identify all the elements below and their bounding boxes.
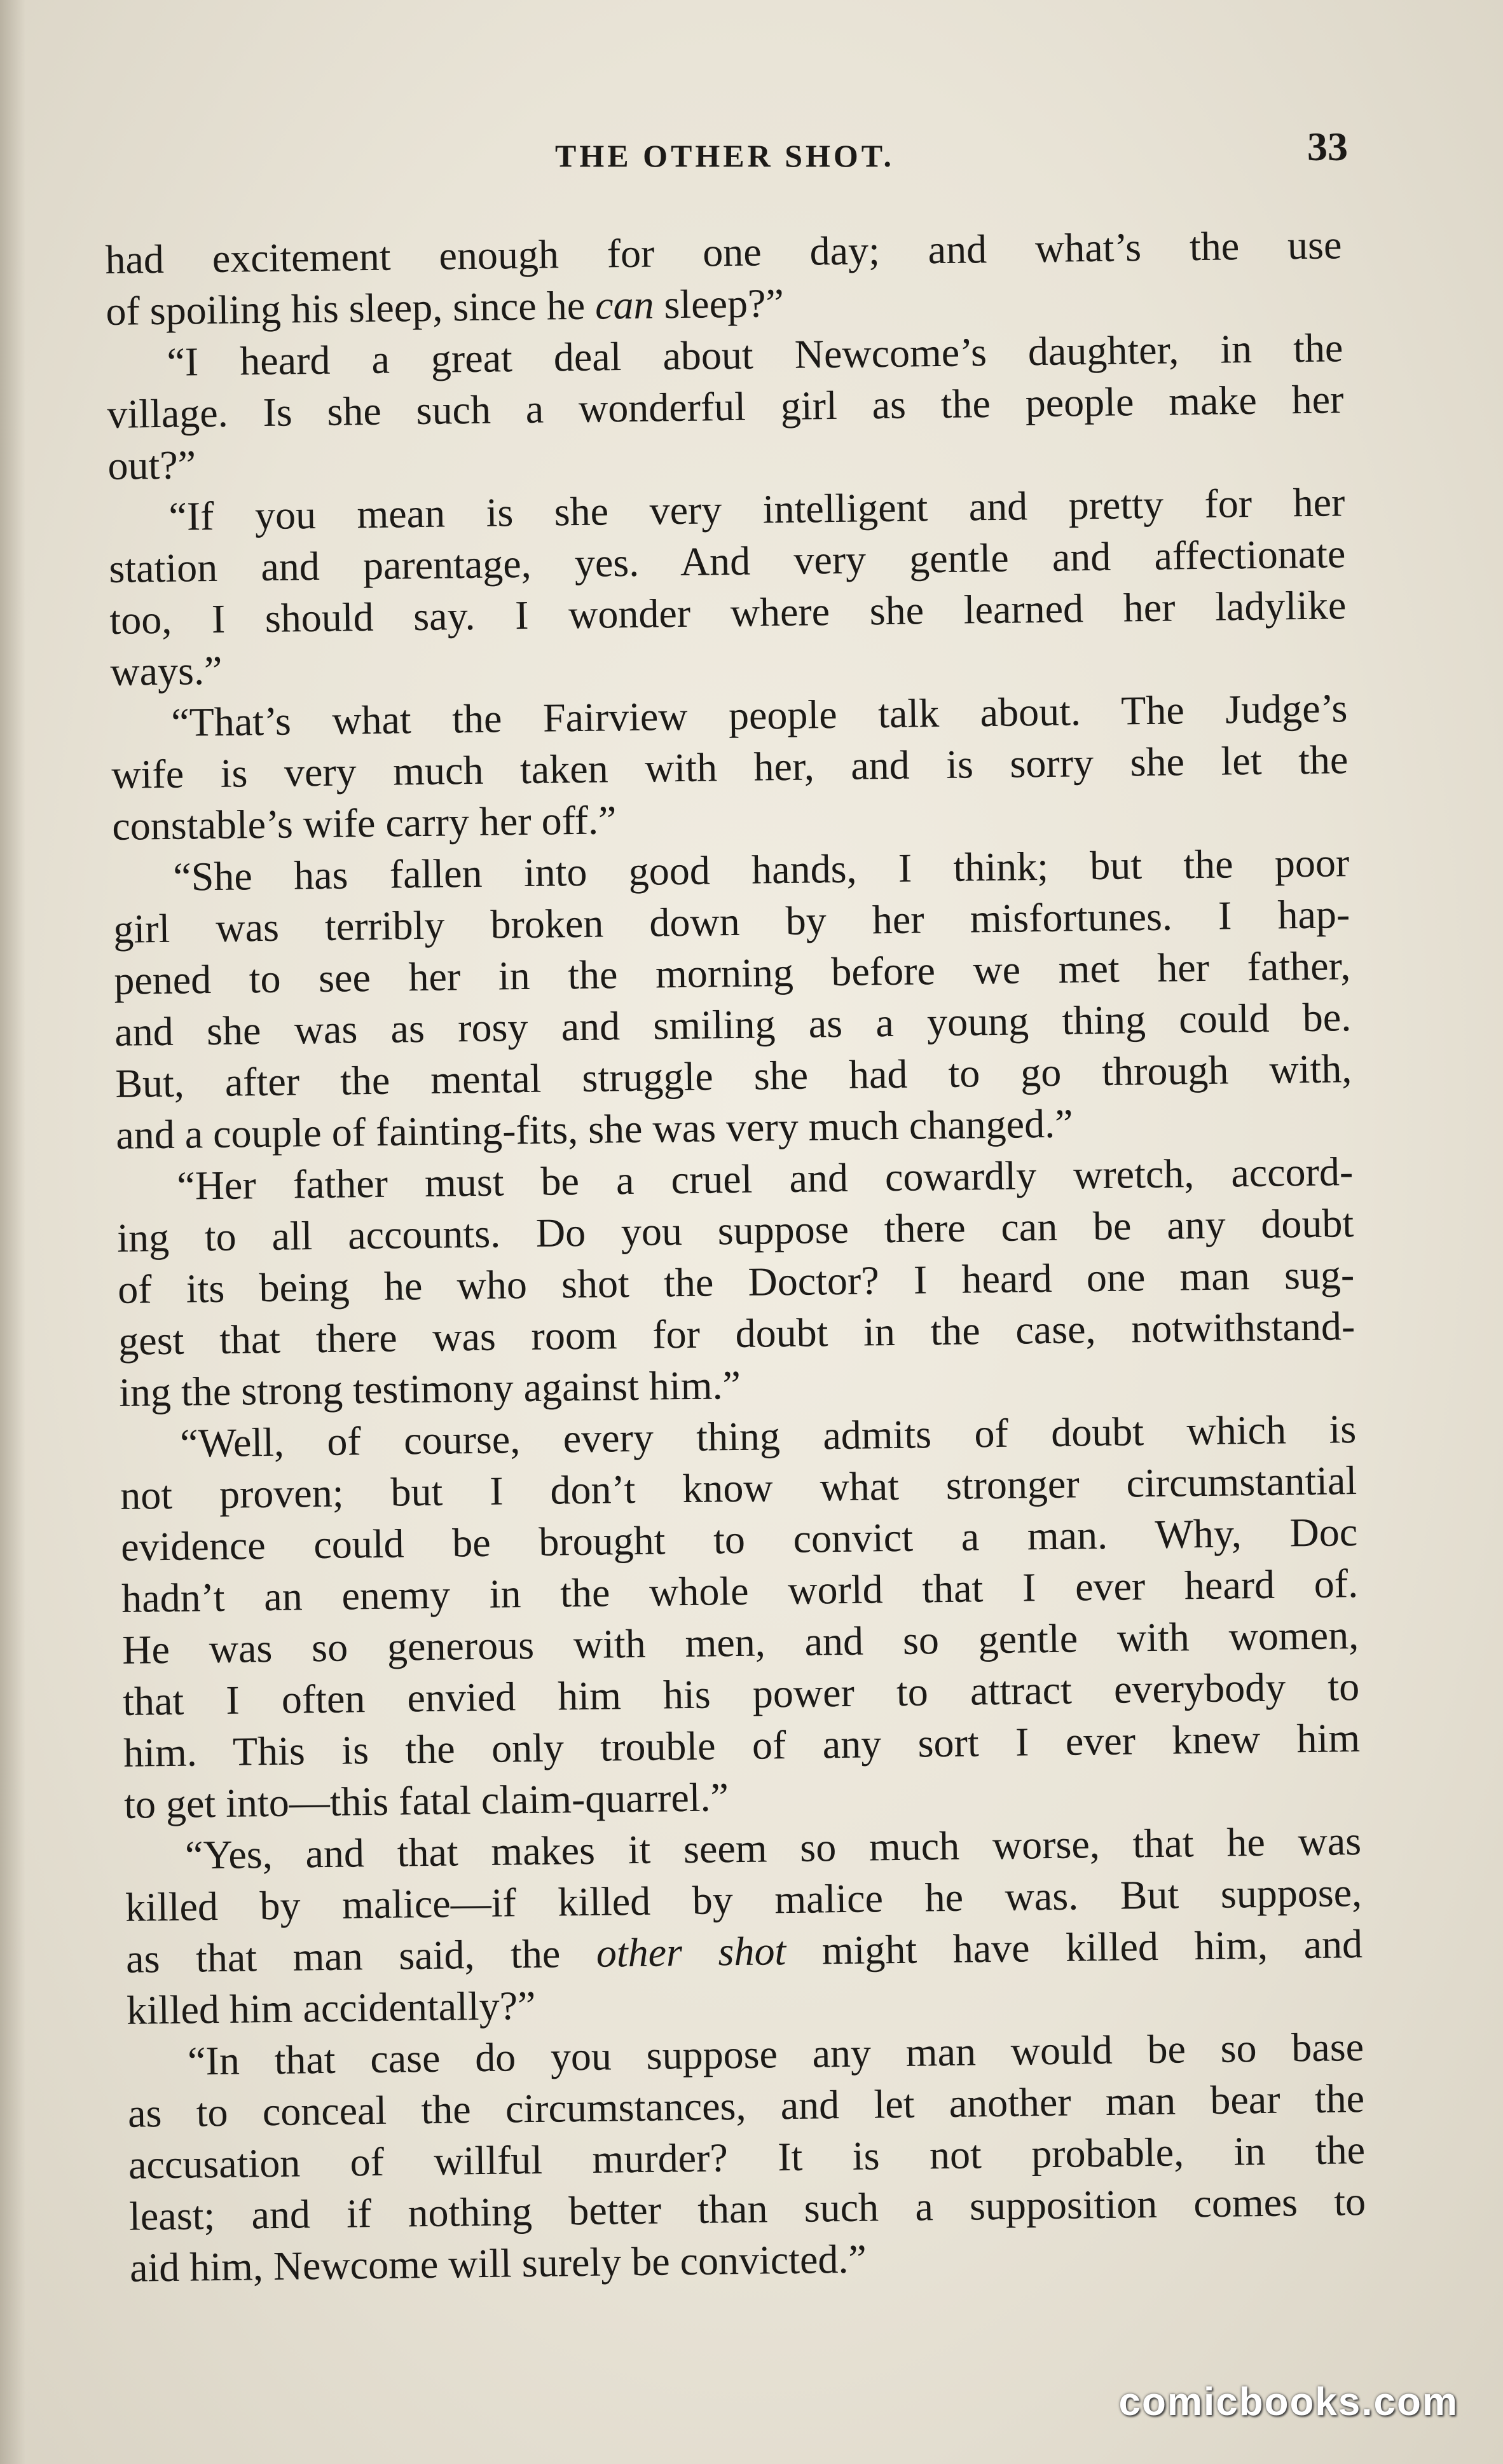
text-line: killed by malice—if killed by malice he was. But suppose,: [125, 1870, 1362, 1930]
text-line: aid him, Newcome will surely be convicted.”: [129, 2236, 867, 2290]
text-line: killed him accidentally?”: [126, 1982, 536, 2033]
text-line: not proven; but I don’t know what stronger circumstantial: [120, 1458, 1357, 1518]
text-line: girl was terribly broken down by her misfortunes. I hap-: [113, 891, 1350, 952]
text-line: ing to all accounts. Do you suppose there can be any doubt: [116, 1200, 1354, 1261]
text-line: as to conceal the circumstances, and let another man bear the: [127, 2076, 1365, 2136]
text-line: too, I should say. I wonder where she learned her ladylike: [109, 582, 1347, 643]
text-line: had excitement enough for one day; and what’s the use: [105, 222, 1342, 282]
text-line: evidence could be brought to convict a man. Why, Doc: [120, 1509, 1358, 1570]
text-line: pened to see her in the morning before we met her father,: [113, 943, 1351, 1003]
text-line: “I heard a great deal about Newcome’s daughter, in the: [167, 325, 1343, 385]
text-line: and a couple of fainting-fits, she was very much changed.”: [115, 1100, 1073, 1158]
text-line: wife is very much taken with her, and is sorry she let the: [111, 737, 1349, 797]
text-line: village. Is she such a wonderful girl as the people make her: [107, 376, 1344, 437]
text-line: least; and if nothing better than such a supposition comes to: [128, 2179, 1366, 2239]
text-line: that I often envied him his power to attract everybody to: [122, 1664, 1360, 1724]
text-line: “If you mean is she very intelligent and pretty for her: [168, 479, 1345, 539]
running-title: THE OTHER SHOT.: [555, 138, 895, 174]
text-line: constable’s wife carry her off.”: [111, 797, 617, 849]
page-header: [102, 114, 1348, 191]
text-line: out?”: [107, 442, 196, 488]
text-line: “Well, of course, every thing admits of doubt which is: [179, 1406, 1357, 1466]
text-line: him. This is the only trouble of any sort I ever knew him: [123, 1715, 1361, 1776]
text-line: ways.”: [109, 647, 223, 694]
body-text: [105, 219, 1366, 2294]
text-line: hadn’t an enemy in the whole world that I ever heard of.: [121, 1561, 1359, 1621]
text-line: “That’s what the Fairview people talk about. The Judge’s: [170, 685, 1348, 745]
text-line: “In that case do you suppose any man would be so base: [187, 2024, 1364, 2084]
text-line: He was so generous with men, and so gentle with women,: [121, 1612, 1359, 1673]
text-line: of its being he who shot the Doctor? I heard one man sug-: [117, 1252, 1355, 1312]
text-line: and she was as rosy and smiling as a young thing could be.: [114, 994, 1352, 1055]
text-line: station and parentage, yes. And very gentle and affectionate: [108, 531, 1346, 591]
text-line: “Her father must be a cruel and cowardly wretch, accord-: [176, 1149, 1354, 1208]
text-line: to get into—this fatal claim-quarrel.”: [123, 1774, 729, 1827]
page-number: 33: [1307, 124, 1348, 169]
text-line: of spoiling his sleep, since he can sleep?”: [106, 280, 785, 334]
text-line: “Yes, and that makes it seem so much worse, that he was: [184, 1818, 1362, 1878]
watermark-logo: comicbooks.com: [1118, 2380, 1458, 2424]
text-line: accusation of willful murder? It is not probable, in the: [128, 2127, 1366, 2187]
text-line: gest that there was room for doubt in the case, notwithstand-: [118, 1303, 1355, 1364]
text-line: ing the strong testimony against him.”: [118, 1362, 741, 1415]
text-line: But, after the mental struggle she had to go through with,: [114, 1046, 1352, 1106]
page-edge-shadow: [0, 0, 25, 2464]
text-line: as that man said, the other shot might have killed him, and: [125, 1921, 1363, 1981]
text-line: “She has fallen into good hands, I think; but the poor: [172, 840, 1350, 900]
